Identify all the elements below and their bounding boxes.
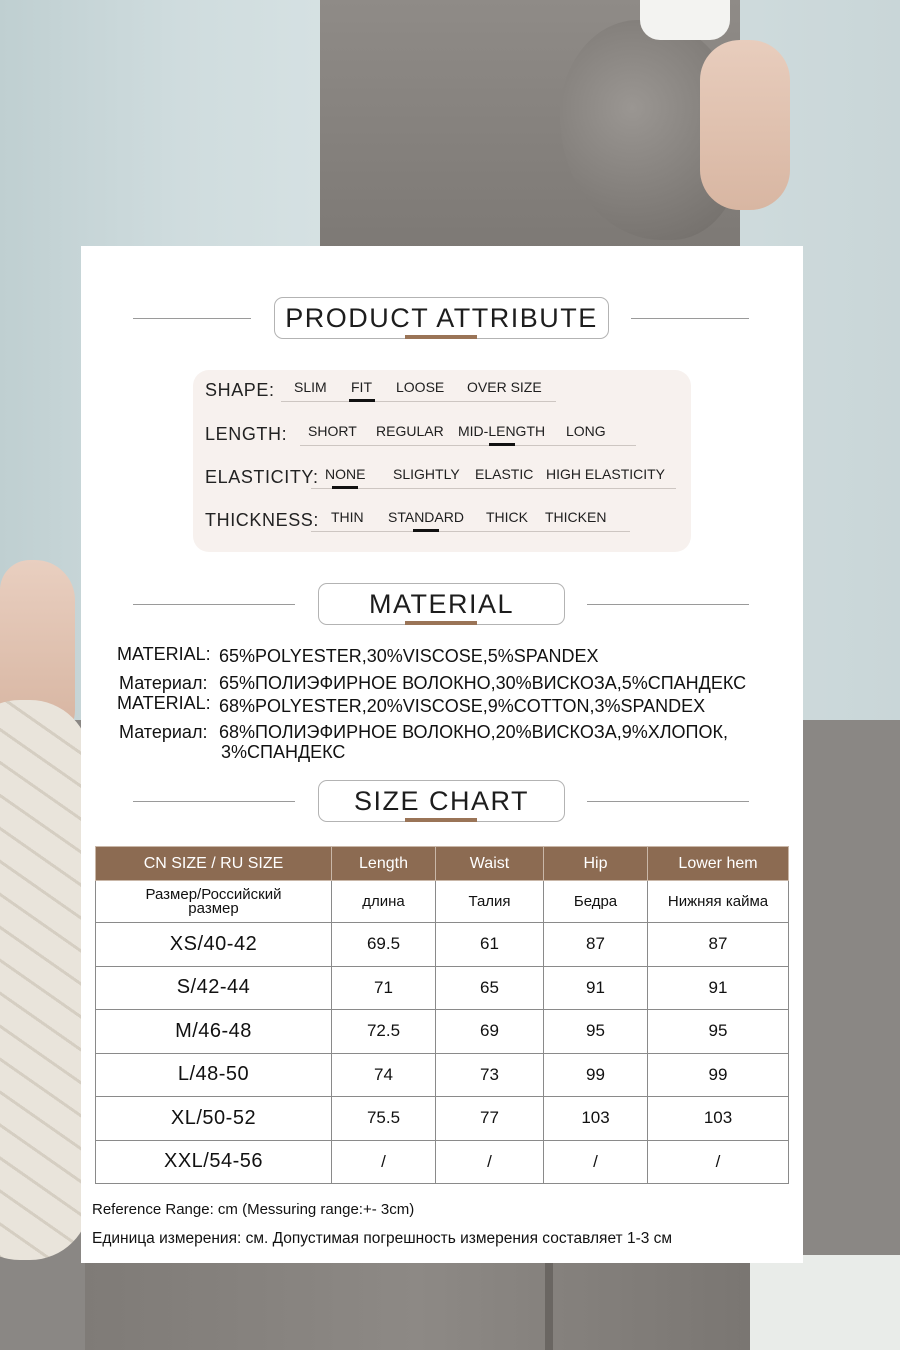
attribute-option: ELASTIC — [475, 466, 534, 482]
attribute-label: ELASTICITY: — [205, 467, 319, 487]
header-ru-length: длина — [332, 881, 436, 923]
divider-left — [133, 604, 295, 605]
attribute-option: OVER SIZE — [467, 379, 542, 395]
attribute-baseline — [300, 445, 636, 446]
header-hip: Hip — [544, 847, 648, 881]
material-label: Материал: — [119, 722, 208, 742]
header-ru-size: Размер/Российский размер — [96, 881, 332, 923]
attribute-option: SLIM — [294, 379, 327, 395]
background-right — [750, 1255, 900, 1350]
attribute-baseline — [281, 401, 556, 402]
attribute-label: LENGTH: — [205, 424, 288, 444]
material-text: 68%ПОЛИЭФИРНОЕ ВОЛОКНО,20%ВИСКОЗА,9%ХЛОПОК, — [219, 722, 728, 742]
header-ru-lower-hem: Нижняя кайма — [648, 881, 789, 923]
header-lower-hem: Lower hem — [648, 847, 789, 881]
info-card — [81, 246, 803, 1263]
attribute-row — [193, 418, 691, 448]
measure-cell: 75.5 — [332, 1097, 436, 1141]
measure-cell: 99 — [648, 1053, 789, 1097]
material-text: 68%POLYESTER,20%VISCOSE,9%COTTON,3%SPANDEX — [219, 696, 706, 716]
table-row — [96, 1097, 789, 1141]
measure-cell: 103 — [648, 1097, 789, 1141]
header-ru-hip: Бедра — [544, 881, 648, 923]
attribute-label: THICKNESS: — [205, 510, 320, 530]
measure-cell: 91 — [648, 966, 789, 1010]
measure-cell: 87 — [648, 923, 789, 967]
measure-cell: 77 — [436, 1097, 544, 1141]
measure-cell: 69.5 — [332, 923, 436, 967]
table-row — [96, 923, 789, 967]
attribute-row — [193, 374, 691, 404]
size-cell: XL/50-52 — [96, 1097, 332, 1141]
header-ru-waist: Талия — [436, 881, 544, 923]
attribute-baseline — [311, 531, 630, 532]
white-top — [640, 0, 730, 40]
measure-cell: 74 — [332, 1053, 436, 1097]
header-size: CN SIZE / RU SIZE — [96, 847, 332, 881]
measure-cell: / — [648, 1140, 789, 1184]
size-cell: L/48-50 — [96, 1053, 332, 1097]
size-chart-header — [81, 780, 803, 824]
table-header-row — [96, 847, 789, 881]
measure-cell: 87 — [544, 923, 648, 967]
attribute-row — [193, 504, 691, 534]
reference-note-ru: Единица измерения: см. Допустимая погрешность измерения составляет 1-3 см — [92, 1230, 673, 1247]
measure-cell: 91 — [544, 966, 648, 1010]
table-row — [96, 1053, 789, 1097]
material-header — [81, 583, 803, 627]
material-text: 65%POLYESTER,30%VISCOSE,5%SPANDEX — [219, 646, 599, 666]
divider-right — [587, 801, 749, 802]
size-cell: XS/40-42 — [96, 923, 332, 967]
divider-right — [631, 318, 749, 319]
size-cell: M/46-48 — [96, 1010, 332, 1054]
table-row — [96, 1140, 789, 1184]
divider-left — [133, 318, 251, 319]
material-text: 65%ПОЛИЭФИРНОЕ ВОЛОКНО,30%ВИСКОЗА,5%СПАНДЕКС — [219, 673, 747, 693]
attribute-option: THICKEN — [545, 509, 607, 525]
measure-cell: 65 — [436, 966, 544, 1010]
measure-cell: 69 — [436, 1010, 544, 1054]
measure-cell: 103 — [544, 1097, 648, 1141]
attribute-option-selected: STANDARD — [388, 509, 464, 525]
skirt-slit — [545, 1255, 553, 1350]
measure-cell: / — [332, 1140, 436, 1184]
attribute-option: SHORT — [308, 423, 357, 439]
measure-cell: 72.5 — [332, 1010, 436, 1054]
title-accent — [405, 621, 477, 625]
table-header-ru-row — [96, 881, 789, 923]
attribute-option: THICK — [486, 509, 528, 525]
measure-cell: 73 — [436, 1053, 544, 1097]
attribute-option: LONG — [566, 423, 606, 439]
skirt-bottom — [85, 1255, 750, 1350]
measure-cell: / — [544, 1140, 648, 1184]
attribute-option: REGULAR — [376, 423, 444, 439]
hand — [700, 40, 790, 210]
material-text-cont: 3%СПАНДЕКС — [221, 742, 346, 762]
attribute-option: SLIGHTLY — [393, 466, 460, 482]
attribute-header — [81, 297, 803, 341]
table-row — [96, 966, 789, 1010]
size-cell: XXL/54-56 — [96, 1140, 332, 1184]
attribute-option-selected: FIT — [351, 379, 372, 395]
measure-cell: 99 — [544, 1053, 648, 1097]
header-waist: Waist — [436, 847, 544, 881]
measure-cell: 71 — [332, 966, 436, 1010]
table-row — [96, 1010, 789, 1054]
measure-cell: 95 — [648, 1010, 789, 1054]
material-label: MATERIAL: — [117, 644, 211, 664]
material-label: MATERIAL: — [117, 693, 211, 713]
attribute-panel — [193, 370, 691, 552]
attribute-label: SHAPE: — [205, 380, 275, 400]
measure-cell: 95 — [544, 1010, 648, 1054]
reference-note: Reference Range: cm (Messuring range:+- 3cm) — [92, 1201, 415, 1218]
attribute-option: LOOSE — [396, 379, 445, 395]
measure-cell: / — [436, 1140, 544, 1184]
attribute-title: PRODUCT ATTRIBUTE — [274, 297, 609, 339]
attribute-option-selected: MID-LENGTH — [458, 423, 546, 439]
title-accent — [405, 818, 477, 822]
attribute-option-selected: NONE — [325, 466, 366, 482]
attribute-option: THIN — [331, 509, 364, 525]
material-label: Материал: — [119, 673, 208, 693]
size-chart-title: SIZE CHART — [318, 780, 565, 822]
size-cell: S/42-44 — [96, 966, 332, 1010]
attribute-baseline — [311, 488, 676, 489]
measure-cell: 61 — [436, 923, 544, 967]
divider-right — [587, 604, 749, 605]
attribute-option: HIGH ELASTICITY — [546, 466, 666, 482]
size-table — [95, 846, 789, 1184]
divider-left — [133, 801, 295, 802]
attribute-row — [193, 461, 691, 491]
title-accent — [405, 335, 477, 339]
header-length: Length — [332, 847, 436, 881]
woven-bag — [0, 700, 90, 1260]
material-title: MATERIAL — [318, 583, 565, 625]
